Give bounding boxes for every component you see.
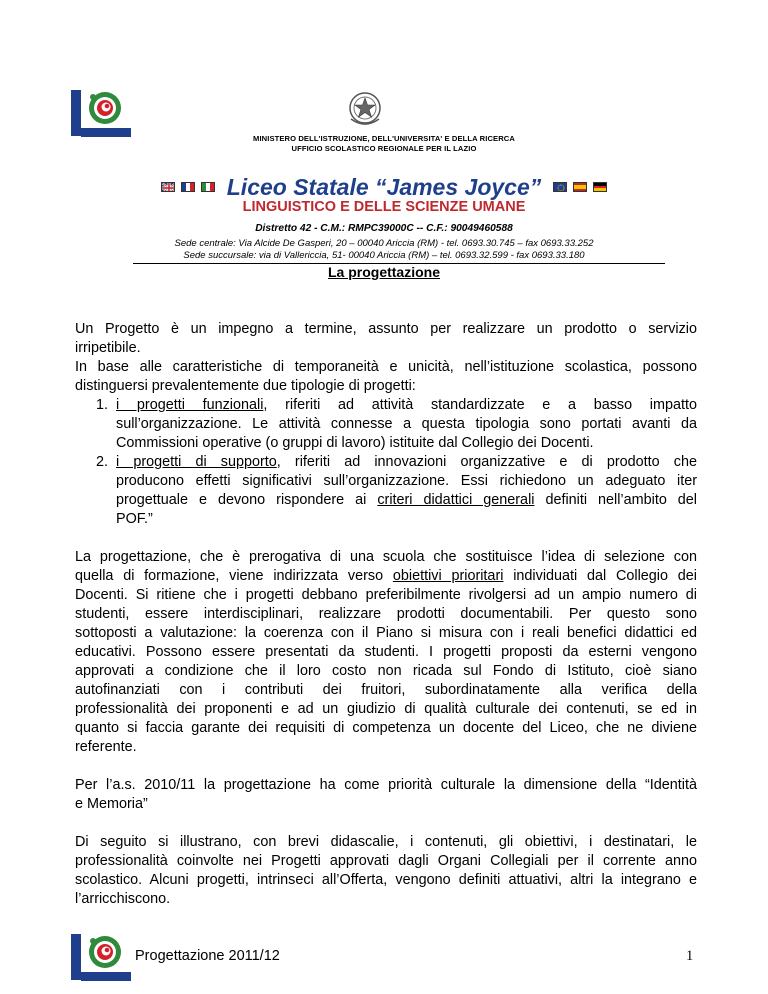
text-line: professionalità coinvolte nei Progetti approvati dagli Organi Collegiali per il corrente anno xyxy=(75,853,697,869)
text-line: La progettazione, che è prerogativa di una scuola che sostituisce l’idea di selezione con xyxy=(75,549,697,565)
page-title: La progettazione xyxy=(327,264,440,280)
uk-flag-icon xyxy=(161,182,175,192)
main-site-address: Sede centrale: Via Alcide De Gasperi, 20 – 00040 Ariccia (RM) - tel. 0693.30.745 – fax 0693.33.252 xyxy=(174,238,594,249)
page-number: 1 xyxy=(686,948,694,964)
text-fragment: progettuale e devono rispondere ai xyxy=(116,492,378,508)
school-name: Liceo Statale “James Joyce” xyxy=(226,173,542,200)
text-line: e Memoria” xyxy=(75,796,148,812)
text-line: autofinanziati con i contributi dei fruitori, subordinatamente alla verifica della xyxy=(75,682,697,698)
footer-label: Progettazione 2011/12 xyxy=(135,948,280,964)
text-line: studenti, essere interdisciplinari, realizzare prodotti documentabili. Per questo sono xyxy=(75,606,697,622)
school-subtitle: LINGUISTICO E DELLE SCIENZE UMANE xyxy=(242,199,526,215)
school-logo xyxy=(71,88,131,140)
text-line: sottoposti a valutazione: la coerenza con il Piano si misura con i reali benefici didattici ed xyxy=(75,625,697,641)
list-item xyxy=(96,453,697,529)
spain-flag-icon xyxy=(573,182,587,192)
text-line: irripetibile. xyxy=(75,340,141,356)
text-line: Docenti. Si ritiene che i progetti debbano preferibilmente rivolgersi ad un ampio numero di xyxy=(75,587,697,603)
text-line: In base alle caratteristiche di temporaneità e unicità, nell’istituzione scolastica, possono xyxy=(75,359,697,375)
regional-office-line: UFFICIO SCOLASTICO REGIONALE PER IL LAZIO xyxy=(291,144,477,153)
text-fragment: , riferiti ad attività standardizzate e a basso impatto xyxy=(263,397,697,413)
list-number: 2. xyxy=(96,454,109,470)
france-flag-icon xyxy=(181,182,195,192)
text-line: POF.” xyxy=(116,511,153,527)
text-line: Commissioni operative (o gruppi di lavoro) istituite dal Collegio dei Docenti. xyxy=(116,435,594,451)
list-number: 1. xyxy=(96,397,109,413)
italy-flag-icon xyxy=(201,182,215,192)
text-fragment: definiti nell’ambito del xyxy=(534,492,698,508)
priority-paragraph xyxy=(75,776,697,814)
school-name-row xyxy=(0,172,768,202)
footer-school-logo xyxy=(71,932,131,984)
text-line: l’arricchiscono. xyxy=(75,891,171,907)
text-line: producono effetti significativi sull’organizzazione. Essi richiedono un adeguato iter xyxy=(116,473,697,489)
intro-paragraph xyxy=(75,320,697,396)
projects-intro-paragraph xyxy=(75,833,697,909)
support-projects-term: i progetti di supporto xyxy=(116,454,277,470)
text-fragment: , riferiti ad innovazioni organizzative e di prodotto che xyxy=(276,454,698,470)
branch-site-address: Sede succursale: via di Vallericcia, 51- 00040 Ariccia (RM) – tel. 0693.32.599 - fax 0693.33.180 xyxy=(183,250,585,261)
text-line: Per l’a.s. 2010/11 la progettazione ha come priorità culturale la dimensione della “Identità xyxy=(75,777,697,793)
text-line: quanto si faccia garante dei requisiti di competenza un docente del Liceo, che ne diviene xyxy=(75,720,697,736)
germany-flag-icon xyxy=(593,182,607,192)
text-line: scolastico. Alcuni progetti, intrinseci all’Offerta, vengono definiti attuativi, altri la integrano e xyxy=(75,872,697,888)
text-line: educativi. Possono essere presentati da studenti. I progetti proposti da esterni vengono xyxy=(75,644,697,660)
text-line: approvati a condizione che il loro costo non ricada sul Fondo di Istituto, cioè siano xyxy=(75,663,697,679)
text-line: referente. xyxy=(75,739,137,755)
ministry-line: MINISTERO DELL'ISTRUZIONE, DELL'UNIVERSITA' E DELLA RICERCA xyxy=(253,134,515,143)
eu-flag-icon xyxy=(553,182,567,192)
didactic-criteria-term: criteri didattici generali xyxy=(377,492,535,508)
text-line: sull’organizzazione. Le attività connesse a questa tipologia sono portati avanti da xyxy=(116,416,697,432)
text-line: Di seguito si illustrano, con brevi didascalie, i contenuti, gli obiettivi, i destinatari, le xyxy=(75,834,697,850)
priority-objectives-term: obiettivi prioritari xyxy=(392,568,504,584)
text-fragment: quella di formazione, viene indirizzata verso xyxy=(75,568,393,584)
design-paragraph xyxy=(75,548,697,757)
text-line: Un Progetto è un impegno a termine, assunto per realizzare un prodotto o servizio xyxy=(75,321,697,337)
text-fragment: individuati dal Collegio dei xyxy=(503,568,697,584)
functional-projects-term: i progetti funzionali xyxy=(116,397,264,413)
republic-emblem-icon xyxy=(347,89,383,129)
text-line: distinguersi prevalentemente due tipologie di progetti: xyxy=(75,378,416,394)
district-info: Distretto 42 - C.M.: RMPC39000C -- C.F.: 90049460588 xyxy=(255,223,513,234)
text-line: professionalità dei proponenti e ad un giudizio di qualità culturale dei contenuti, se ed in xyxy=(75,701,697,717)
